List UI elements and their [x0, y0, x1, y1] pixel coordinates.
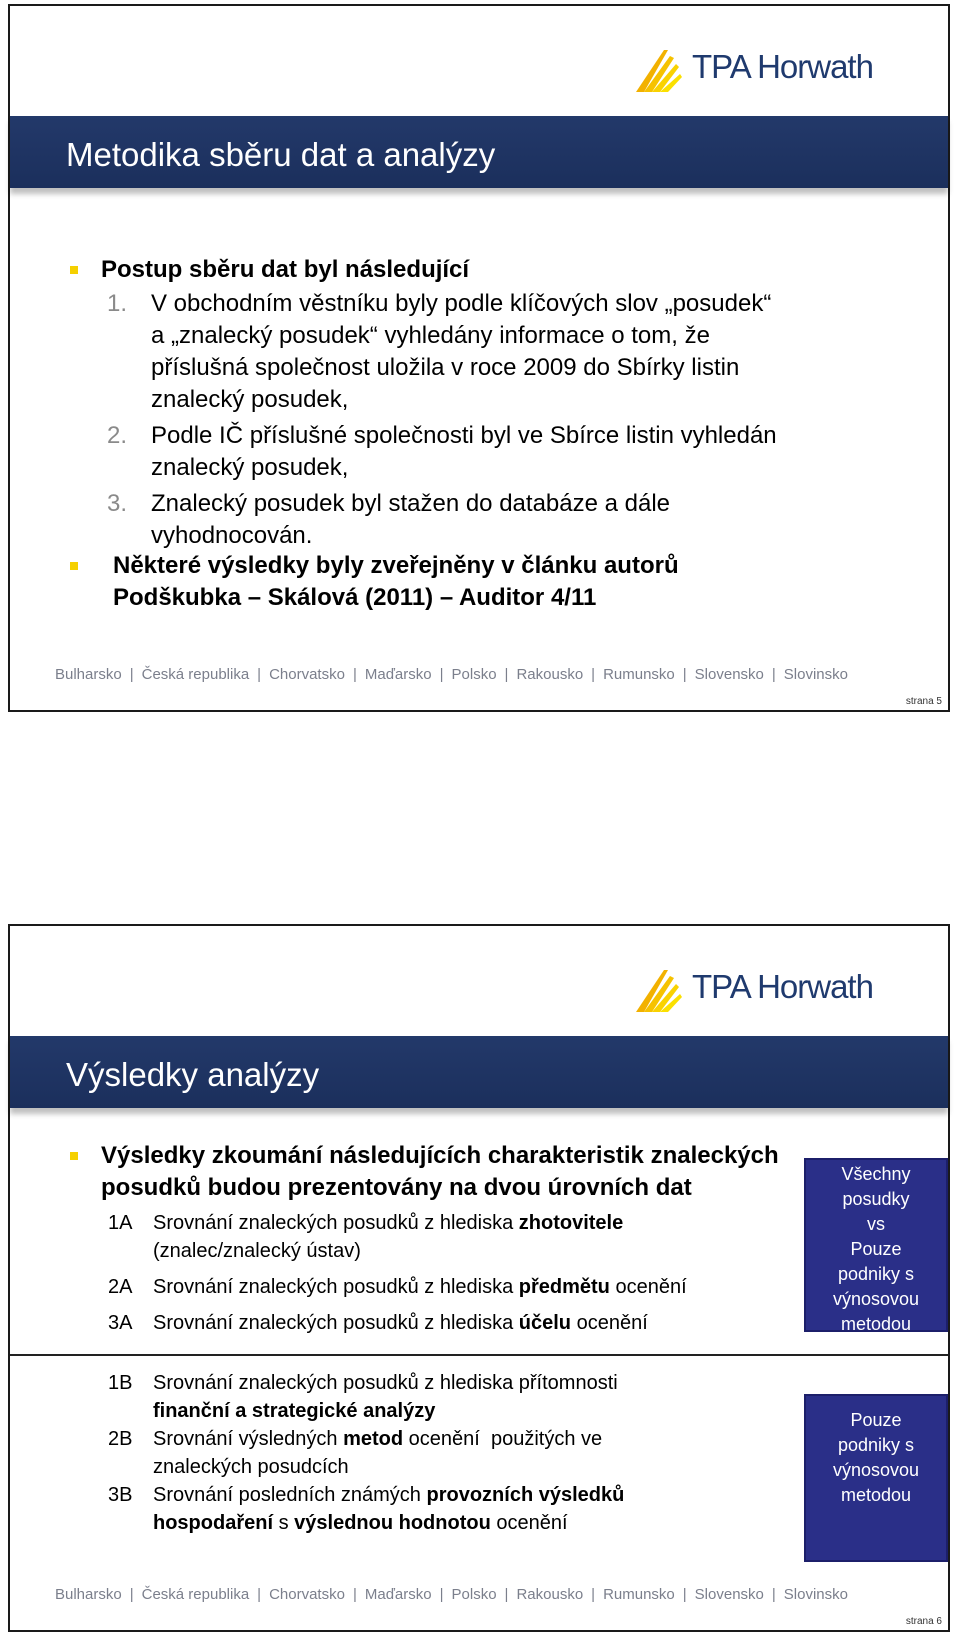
separator: |	[682, 1586, 687, 1603]
country-link[interactable]: Česká republika	[141, 1586, 250, 1603]
item-text: Srovnání znaleckých posudků z hlediska	[153, 1312, 519, 1334]
country-link[interactable]: Maďarsko	[364, 1586, 432, 1603]
country-link[interactable]: Česká republika	[141, 666, 250, 683]
country-link[interactable]: Polsko	[451, 666, 497, 683]
item-code: 1B	[108, 1372, 133, 1394]
level-box-all	[804, 1158, 948, 1332]
box-line: podniky s	[837, 1264, 915, 1284]
box-line: výnosovou	[832, 1460, 920, 1480]
title-bar	[10, 1036, 948, 1108]
bullet-square-icon	[70, 562, 78, 570]
separator: |	[352, 1586, 357, 1603]
item-line	[153, 1482, 624, 1509]
country-link[interactable]: Chorvatsko	[269, 666, 345, 683]
bullet-square-icon	[70, 1152, 78, 1160]
box-line: Pouze	[850, 1239, 902, 1259]
separator: |	[439, 666, 444, 683]
separator: |	[504, 666, 509, 683]
level-box-income-method	[804, 1394, 948, 1562]
slide-title: Výsledky analýzy	[66, 1056, 320, 1093]
country-link[interactable]: Bulharsko	[55, 1586, 122, 1603]
item-code: 3B	[108, 1484, 133, 1506]
separator: |	[504, 1586, 509, 1603]
title-bar	[10, 116, 948, 188]
country-link[interactable]: Rakousko	[516, 666, 584, 683]
item-text: ocenění	[571, 1312, 648, 1334]
separator: |	[591, 666, 596, 683]
box-line: Pouze	[850, 1410, 902, 1430]
item-line: vyhodnocován.	[151, 522, 313, 549]
logo-text: TPA Horwath	[692, 48, 873, 85]
item-line: (znalec/znalecký ústav)	[153, 1240, 361, 1262]
country-link[interactable]: Slovensko	[694, 1586, 764, 1603]
item-line	[153, 1274, 687, 1301]
box-line: podniky s	[837, 1435, 915, 1455]
footer-countries	[55, 1586, 848, 1603]
country-link[interactable]: Slovinsko	[783, 1586, 848, 1603]
bullet-line: posudků budou prezentovány na dvou úrovních dat	[101, 1174, 692, 1201]
page-number: strana 5	[905, 696, 942, 707]
country-link[interactable]: Bulharsko	[55, 666, 122, 683]
item-text: ocenění	[490, 1512, 568, 1534]
item-line	[153, 1510, 568, 1537]
logo-text: TPA Horwath	[692, 968, 873, 1005]
country-link[interactable]: Rumunsko	[603, 666, 675, 683]
item-line	[151, 288, 771, 320]
item-emphasis: provozních výsledků	[426, 1484, 625, 1506]
item-line: příslušná společnost uložila v roce 2009 do Sbírky listin	[151, 354, 740, 381]
box-line: metodou	[840, 1314, 912, 1334]
item-line: Znalecký posudek byl stažen do databáze a dále	[151, 490, 671, 517]
item-line: znaleckých posudcích	[153, 1456, 349, 1478]
slide-title: Metodika sběru dat a analýzy	[66, 136, 496, 173]
separator: |	[129, 1586, 134, 1603]
item-emphasis: předmětu	[518, 1276, 610, 1298]
separator: |	[771, 1586, 776, 1603]
box-line: posudky	[842, 1189, 910, 1209]
footer-countries	[55, 666, 848, 683]
item-line: a „znalecký posudek“ vyhledány informace o tom, že	[151, 322, 710, 349]
separator: |	[591, 1586, 596, 1603]
item-line	[153, 1310, 648, 1337]
item-text: Srovnání posledních známých	[153, 1484, 427, 1506]
separator: |	[439, 1586, 444, 1603]
item-code: 2A	[108, 1276, 133, 1298]
item-text: ocenění	[609, 1276, 687, 1298]
bullet-line: Výsledky zkoumání následujících charakteristik znaleckých	[101, 1142, 779, 1169]
bullet-heading: Postup sběru dat byl následující	[101, 256, 470, 283]
country-link[interactable]: Rakousko	[516, 1586, 584, 1603]
item-emphasis: výslednou hodnotou	[294, 1512, 491, 1534]
separator: |	[129, 666, 134, 683]
separator: |	[682, 666, 687, 683]
slide-5	[8, 4, 950, 712]
item-emphasis: účelu	[518, 1312, 572, 1334]
country-link[interactable]: Rumunsko	[603, 1586, 675, 1603]
bullet-square-icon	[70, 266, 78, 274]
separator: |	[257, 1586, 262, 1603]
separator: |	[352, 666, 357, 683]
separator: |	[771, 666, 776, 683]
box-line: Všechny	[841, 1164, 911, 1184]
item-number: 2.	[107, 422, 128, 449]
bullet-line: Podškubka – Skálová (2011) – Auditor 4/11	[113, 584, 597, 611]
country-link[interactable]: Slovensko	[694, 666, 764, 683]
item-line: Podle IČ příslušné společnosti byl ve Sbírce listin vyhledán	[151, 422, 777, 449]
item-number: 1.	[107, 290, 128, 317]
item-code: 1A	[108, 1212, 133, 1234]
tpa-horwath-logo	[634, 42, 890, 100]
country-link[interactable]: Maďarsko	[364, 666, 432, 683]
item-line: finanční a strategické analýzy	[153, 1400, 436, 1422]
box-line: výnosovou	[832, 1289, 920, 1309]
item-line: znalecký posudek,	[151, 454, 349, 481]
country-link[interactable]: Slovinsko	[783, 666, 848, 683]
item-text: Srovnání znaleckých posudků z hlediska	[153, 1212, 519, 1234]
item-text: V obchodním věstníku byly podle klíčových slov „posudek“	[151, 290, 772, 317]
item-line: znalecký posudek,	[151, 386, 349, 413]
item-line: Srovnání znaleckých posudků z hlediska přítomnosti	[153, 1372, 618, 1394]
box-line: vs	[867, 1214, 885, 1234]
bullet-line: Některé výsledky byly zveřejněny v článku autorů	[113, 552, 679, 579]
item-text: Srovnání znaleckých posudků z hlediska	[153, 1276, 519, 1298]
item-emphasis: hospodaření	[153, 1512, 274, 1534]
separator: |	[257, 666, 262, 683]
item-number: 3.	[107, 490, 128, 517]
item-code: 3A	[108, 1312, 133, 1334]
item-text: Srovnání výsledných	[153, 1428, 344, 1450]
country-link[interactable]: Polsko	[451, 1586, 497, 1603]
item-text: s	[273, 1512, 295, 1534]
item-emphasis: metod	[343, 1428, 404, 1450]
item-code: 2B	[108, 1428, 133, 1450]
box-line: metodou	[840, 1485, 912, 1505]
item-line	[153, 1210, 623, 1237]
slide-6	[8, 924, 950, 1632]
logo-rays-icon	[634, 46, 694, 96]
logo-rays-icon	[634, 966, 694, 1016]
item-emphasis: zhotovitele	[518, 1212, 624, 1234]
item-line	[153, 1426, 602, 1453]
item-text: ocenění použitých ve	[403, 1428, 603, 1450]
country-link[interactable]: Chorvatsko	[269, 1586, 345, 1603]
tpa-horwath-logo	[634, 962, 890, 1020]
divider	[10, 1354, 948, 1356]
page-number: strana 6	[905, 1616, 942, 1627]
